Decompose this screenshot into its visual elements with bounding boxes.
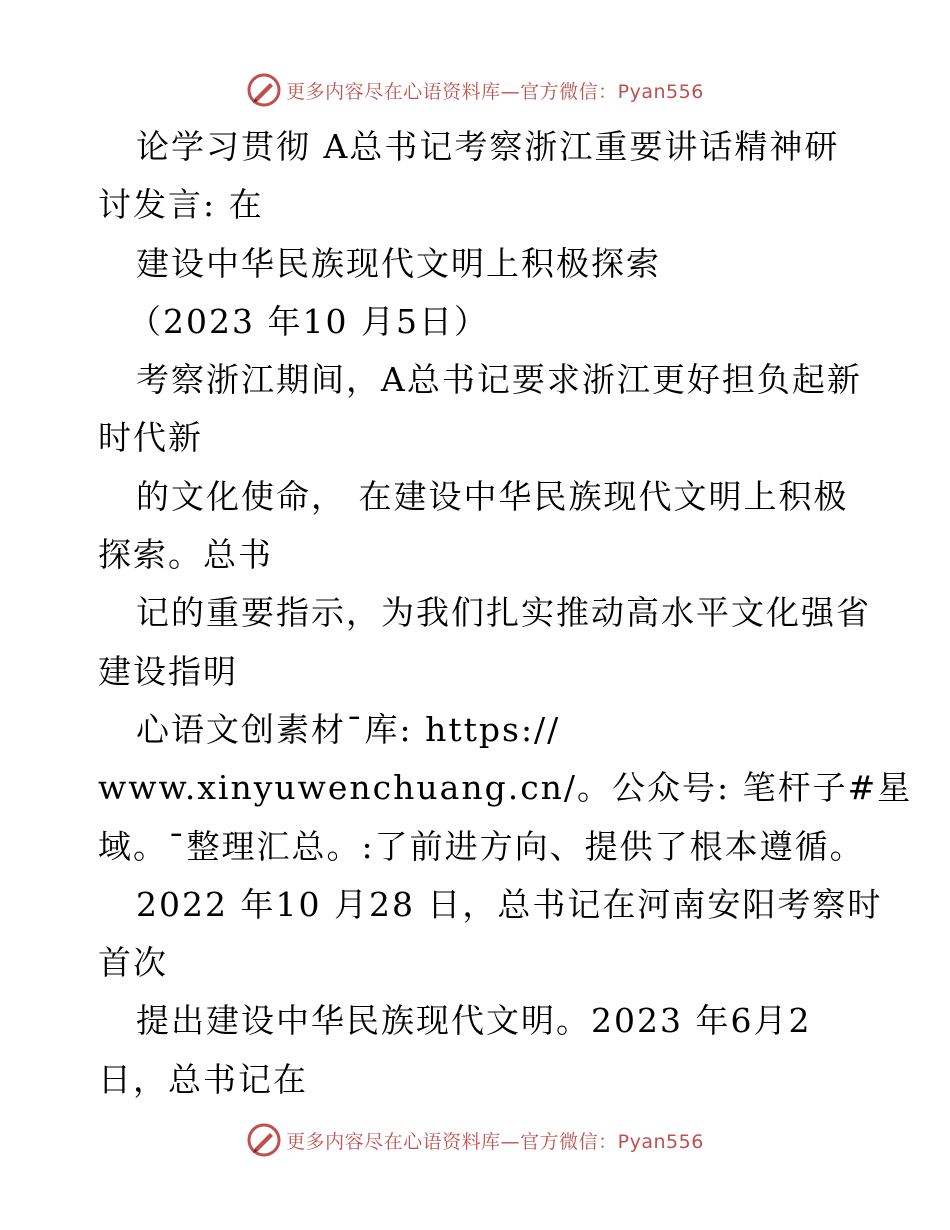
text-line: 域。¯整理汇总。:了前进方向、提供了根本遵循。 — [98, 826, 865, 866]
text-line: 首次 — [98, 943, 168, 983]
text-line: 建设中华民族现代文明上积极探索 — [136, 243, 661, 283]
text-line: 日，总书记在 — [98, 1059, 308, 1099]
text-line: 探索。总书 — [98, 535, 273, 575]
text-line: www.xinyuwenchuang.cn/。公众号: 笔杆子#星 — [98, 768, 913, 808]
document-body — [98, 118, 913, 1109]
text-line: 记的重要指示，为我们扎实推动高水平文化强省 — [136, 593, 871, 633]
text-line: 提出建设中华民族现代文明。2023 年6月2 — [136, 1001, 812, 1041]
header-banner — [0, 70, 950, 110]
text-line: 的文化使命， 在建设中华民族现代文明上积极 — [136, 476, 849, 516]
pen-logo-icon — [246, 1122, 282, 1158]
text-line: 讨发言: 在 — [98, 185, 264, 225]
footer-banner — [0, 1120, 950, 1160]
text-line: 考察浙江期间，A总书记要求浙江更好担负起新 — [136, 360, 862, 400]
text-line: 时代新 — [98, 418, 203, 458]
text-line: 建设指明 — [98, 651, 238, 691]
banner-text: 更多内容尽在心语资料库—官方微信：Pyan556 — [286, 1130, 704, 1153]
pen-logo-icon — [246, 72, 282, 108]
text-line: 心语文创素材¯库: https:// — [136, 709, 561, 749]
text-line: 论学习贯彻 A总书记考察浙江重要讲话精神研 — [136, 127, 840, 166]
text-line: 2022 年10 月28 日，总书记在河南安阳考察时 — [136, 884, 883, 924]
banner-text: 更多内容尽在心语资料库—官方微信：Pyan556 — [286, 80, 704, 103]
text-line: （2023 年10 月5日） — [128, 301, 489, 341]
